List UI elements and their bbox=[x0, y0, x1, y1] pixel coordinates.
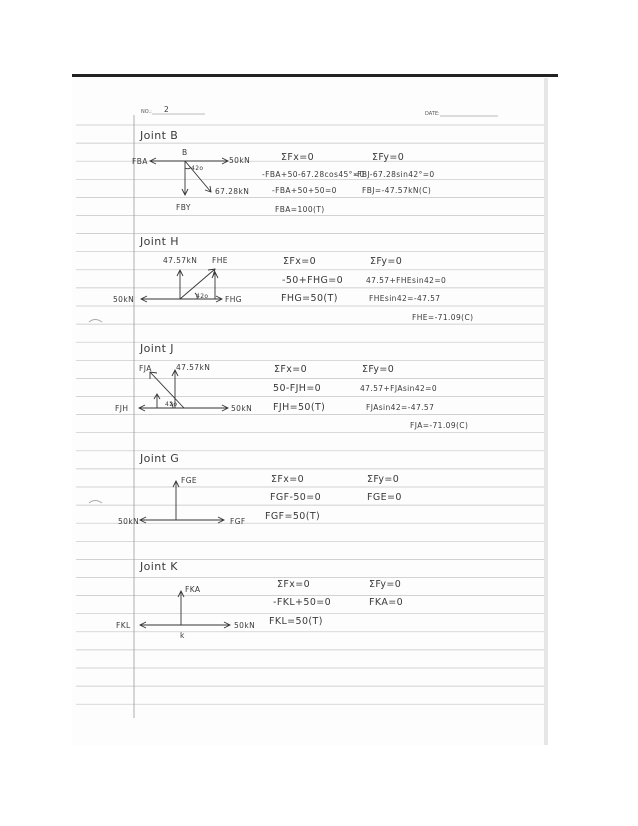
joint-j-title: Joint J bbox=[140, 342, 174, 355]
joint-b-label-down: FBY bbox=[176, 203, 191, 212]
joint-b-eqy-2: FBJ=-47.57kN(C) bbox=[362, 186, 432, 195]
joint-b-label-node: B bbox=[182, 148, 188, 157]
joint-j-label-force-a: 47.57kN bbox=[176, 363, 211, 372]
joint-b-eqx-1: -FBA+50-67.28cos45°=0 bbox=[262, 170, 365, 179]
joint-h-label-angle: 42o bbox=[196, 293, 209, 300]
joint-j-eqy-1: 47.57+FJAsin42=0 bbox=[360, 384, 438, 393]
joint-g-title: Joint G bbox=[140, 452, 180, 465]
joint-j-label-right: 50kN bbox=[231, 404, 253, 413]
joint-k-eqy-1: FKA=0 bbox=[369, 597, 404, 608]
joint-j-eqx-2: FJH=50(T) bbox=[273, 402, 326, 413]
joint-g-eqx-0: ΣFx=0 bbox=[271, 474, 305, 485]
joint-k-label-left: FKL bbox=[116, 621, 131, 630]
joint-h-label-force-a: 47.57kN bbox=[163, 256, 198, 265]
joint-b-eqy-0: ΣFy=0 bbox=[372, 152, 405, 163]
joint-k-label-node: k bbox=[180, 631, 185, 640]
joint-k-eqx-2: FKL=50(T) bbox=[269, 616, 323, 627]
joint-b-label-angle: 42o bbox=[191, 165, 204, 172]
joint-h-eqy-3: FHE=-71.09(C) bbox=[412, 313, 474, 322]
joint-g-eqx-2: FGF=50(T) bbox=[265, 511, 321, 522]
joint-g-label-up: FGE bbox=[181, 476, 198, 485]
joint-h-title: Joint H bbox=[140, 235, 179, 248]
joint-b-label-diag: 67.28kN bbox=[215, 187, 250, 196]
joint-h-label-right: FHG bbox=[225, 295, 242, 304]
joint-j-eqy-2: FJAsin42=-47.57 bbox=[366, 403, 435, 412]
joint-h-label-left: 50kN bbox=[113, 295, 135, 304]
header-no-value: 2 bbox=[164, 105, 170, 114]
joint-h-eqy-0: ΣFy=0 bbox=[370, 256, 403, 267]
joint-j-eqx-1: 50-FJH=0 bbox=[273, 383, 322, 394]
joint-b-eqx-0: ΣFx=0 bbox=[281, 152, 315, 163]
joint-j-label-left: FJH bbox=[115, 404, 129, 413]
joint-g-eqx-1: FGF-50=0 bbox=[270, 492, 322, 503]
joint-j-eqy-0: ΣFy=0 bbox=[362, 364, 395, 375]
joint-k-label-up: FKA bbox=[185, 585, 201, 594]
joint-h-eqx-1: -50+FHG=0 bbox=[282, 275, 344, 286]
joint-b-label-right: 50kN bbox=[229, 156, 251, 165]
joint-h-eqx-0: ΣFx=0 bbox=[283, 256, 317, 267]
right-edge-shadow bbox=[544, 78, 548, 745]
joint-j-label-up-left: FJA bbox=[139, 364, 152, 373]
joint-g-label-right: FGF bbox=[230, 517, 246, 526]
joint-k-title: Joint K bbox=[140, 560, 178, 573]
header-no-label: NO.: bbox=[141, 109, 152, 115]
joint-h-eqy-1: 47.57+FHEsin42=0 bbox=[366, 276, 447, 285]
joint-h-label-force-b: FHE bbox=[212, 256, 228, 265]
joint-k-eqy-0: ΣFy=0 bbox=[369, 579, 402, 590]
joint-b-label-left: FBA bbox=[132, 157, 148, 166]
joint-j-eqy-3: FJA=-71.09(C) bbox=[410, 421, 469, 430]
joint-j-eqx-0: ΣFx=0 bbox=[274, 364, 308, 375]
joint-b-eqx-2: -FBA+50+50=0 bbox=[272, 186, 337, 195]
joint-h-eqx-2: FHG=50(T) bbox=[281, 293, 338, 304]
joint-g-eqy-1: FGE=0 bbox=[367, 492, 402, 503]
joint-b-eqy-1: -FBJ-67.28sin42°=0 bbox=[354, 170, 435, 179]
header-date-label: DATE: bbox=[425, 111, 440, 117]
joint-k-eqx-0: ΣFx=0 bbox=[277, 579, 311, 590]
joint-b-eqx-3: FBA=100(T) bbox=[275, 205, 325, 214]
joint-b-title: Joint B bbox=[140, 129, 179, 142]
joint-g-eqy-0: ΣFy=0 bbox=[367, 474, 400, 485]
joint-g-label-left: 50kN bbox=[118, 517, 140, 526]
top-shadow bbox=[72, 74, 558, 77]
joint-h-eqy-2: FHEsin42=-47.57 bbox=[369, 294, 441, 303]
joint-k-eqx-1: -FKL+50=0 bbox=[273, 597, 332, 608]
joint-j-label-angle: 42o bbox=[165, 401, 178, 408]
joint-k-label-right: 50kN bbox=[234, 621, 256, 630]
